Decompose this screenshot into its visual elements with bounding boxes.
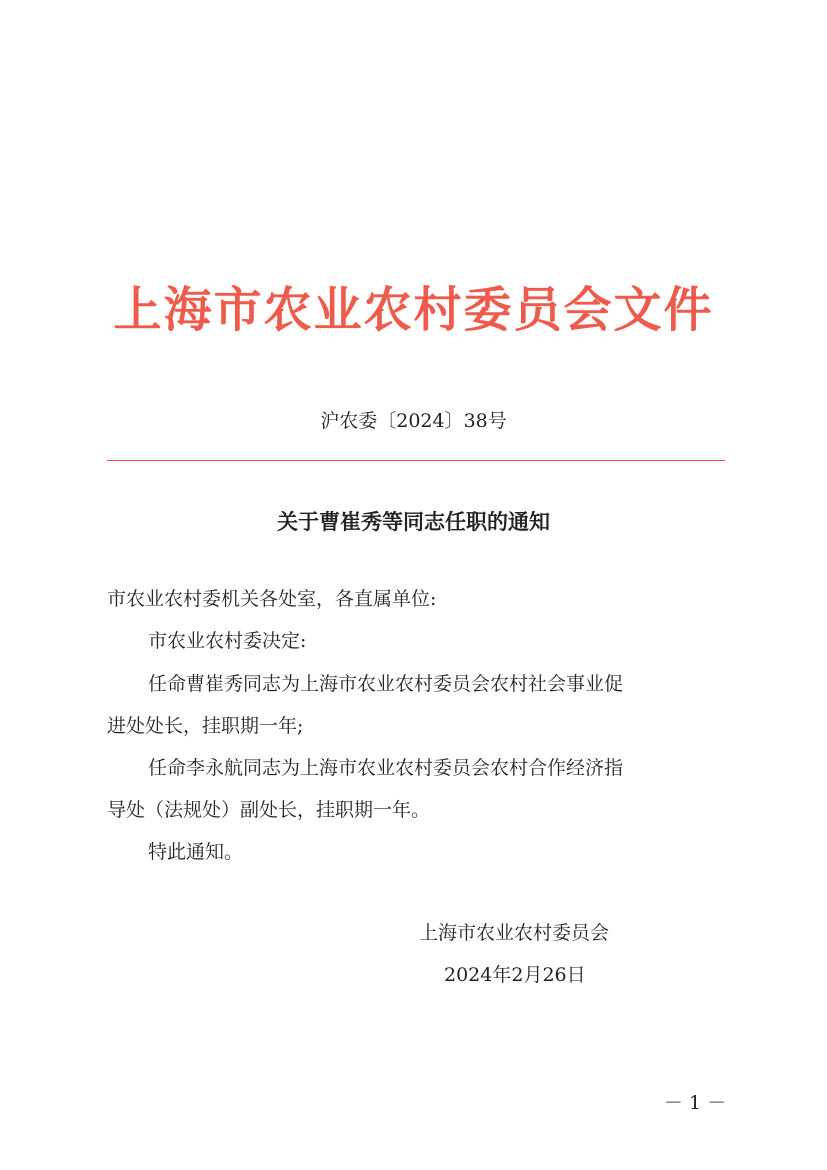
appointment-2-line-2: 导处（法规处）副处长，挂职期一年。 [107,799,431,821]
decision-intro: 市农业农村委决定: [148,630,307,652]
issuer-signature: 上海市农业农村委员会 [419,922,610,944]
issue-date: 2024年2月26日 [444,964,586,986]
appointment-1-line-2: 进处处长，挂职期一年; [107,715,304,737]
addressee-line: 市农业农村委机关各处室，各直属单位: [107,588,437,610]
notice-title: 关于曹崔秀等同志任职的通知 [277,509,550,534]
appointment-1-line-1: 任命曹崔秀同志为上海市农业农村委员会农村社会事业促 [148,673,624,695]
red-separator-line [107,460,725,461]
appointment-2-line-1: 任命李永航同志为上海市农业农村委员会农村合作经济指 [148,757,624,779]
page-number: － 1 － [663,1092,727,1114]
closing-phrase: 特此通知。 [148,841,244,863]
document-number: 沪农委〔2024〕38号 [320,410,507,432]
issuer-header-title: 上海市农业农村委员会文件 [113,282,714,338]
